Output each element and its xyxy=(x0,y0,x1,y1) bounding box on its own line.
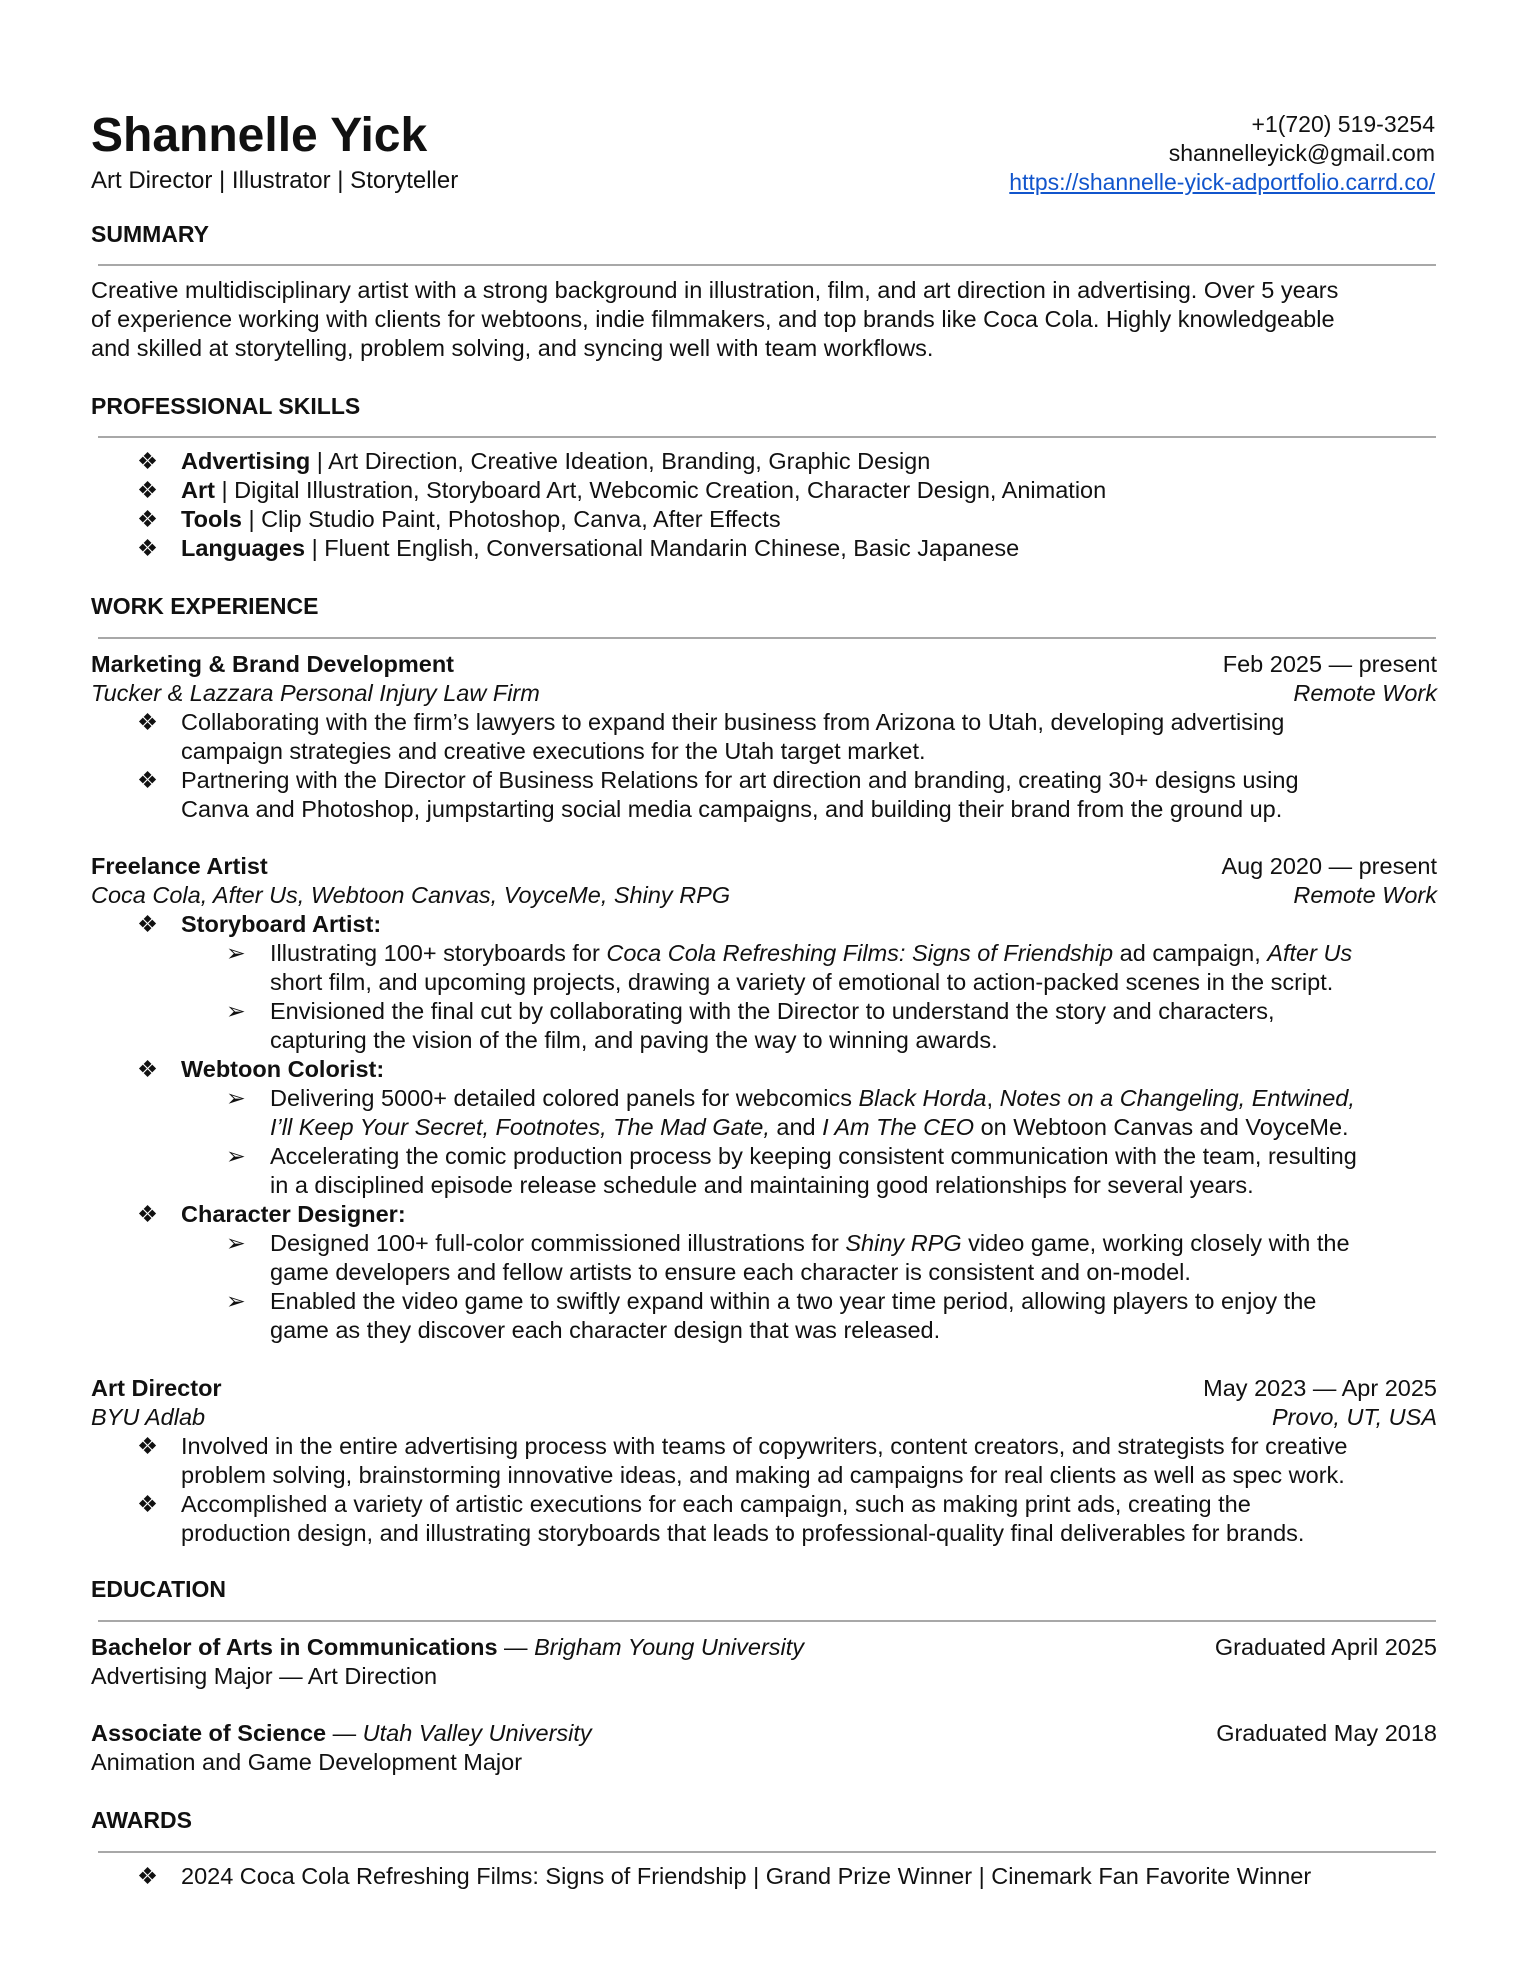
diamond-bullet-icon: ❖ xyxy=(137,767,159,793)
education-divider xyxy=(98,1620,1436,1622)
bullet-line: short film, and upcoming projects, drawing a variety of emotional to action-packed scenes in the script. xyxy=(270,969,1334,995)
job-title-row xyxy=(91,650,1437,679)
award-text: 2024 Coca Cola Refreshing Films: Signs of Friendship | Grand Prize Winner | Cinemark Fan Favorite Winner xyxy=(181,1863,1312,1889)
skill-text: | Art Direction, Creative Ideation, Branding, Graphic Design xyxy=(310,448,931,474)
job-title: Marketing & Brand Development xyxy=(91,651,455,677)
job-title: Freelance Artist xyxy=(91,853,268,879)
diamond-bullet-icon: ❖ xyxy=(137,448,159,474)
text-run: video game, working closely with the xyxy=(961,1230,1350,1256)
job-location: Provo, UT, USA xyxy=(1272,1404,1437,1430)
text-run: Shiny RPG xyxy=(845,1230,962,1256)
role-heading xyxy=(137,1055,1447,1084)
bullet-line: in a disciplined episode release schedule and maintaining good relationships for several years. xyxy=(270,1172,1254,1198)
job-bullet xyxy=(137,1432,1447,1490)
arrow-bullet-icon: ➢ xyxy=(226,1230,246,1256)
job-company: Coca Cola, After Us, Webtoon Canvas, VoyceMe, Shiny RPG xyxy=(91,882,731,908)
job-bullet xyxy=(137,708,1447,766)
skill-label: Languages xyxy=(181,535,306,561)
separator: — xyxy=(497,1634,535,1660)
candidate-tagline: Art Director | Illustrator | Storyteller xyxy=(91,167,459,194)
role-label: Webtoon Colorist: xyxy=(181,1056,385,1082)
job-company: Tucker & Lazzara Personal Injury Law Firm xyxy=(91,680,540,706)
skill-text: | Digital Illustration, Storyboard Art, Webcomic Creation, Character Design, Animation xyxy=(214,477,1107,503)
text-run: I Am The CEO xyxy=(822,1114,975,1140)
job-location: Remote Work xyxy=(1293,680,1437,706)
degree-detail: Animation and Game Development Major xyxy=(91,1749,523,1775)
bullet-line: game as they discover each character design that was released. xyxy=(270,1317,941,1343)
diamond-bullet-icon: ❖ xyxy=(137,535,159,561)
text-run: Coca Cola Refreshing Films: Signs of Friendship xyxy=(606,940,1114,966)
skills-heading: PROFESSIONAL SKILLS xyxy=(91,393,361,419)
skill-label: Advertising xyxy=(181,448,311,474)
summary-line: and skilled at storytelling, problem solving, and syncing well with team workflows. xyxy=(91,335,934,361)
education-heading: EDUCATION xyxy=(91,1576,227,1602)
diamond-bullet-icon: ❖ xyxy=(137,477,159,503)
text-run: Designed 100+ full-color commissioned illustrations for xyxy=(270,1230,846,1256)
bullet-line: Envisioned the final cut by collaborating with the Director to understand the story and characters, xyxy=(270,998,1275,1024)
job-title-row xyxy=(91,852,1437,881)
degree-row xyxy=(91,1633,1437,1662)
degree-detail-row xyxy=(91,1662,1437,1691)
school-name: Brigham Young University xyxy=(534,1634,805,1660)
sub-bullet xyxy=(226,1084,1446,1142)
bullet-line: Accelerating the comic production process by keeping consistent communication with the team, resulting xyxy=(270,1143,1357,1169)
skill-text: | Clip Studio Paint, Photoshop, Canva, After Effects xyxy=(241,506,781,532)
job-company: BYU Adlab xyxy=(91,1404,206,1430)
bullet-line: Canva and Photoshop, jumpstarting social media campaigns, and building their brand from the ground up. xyxy=(181,796,1283,822)
arrow-bullet-icon: ➢ xyxy=(226,998,246,1024)
text-run: Delivering 5000+ detailed colored panels for webcomics xyxy=(270,1085,859,1111)
diamond-bullet-icon: ❖ xyxy=(137,709,159,735)
summary-line: Creative multidisciplinary artist with a strong background in illustration, film, and art direction in advertising. Over 5 years xyxy=(91,277,1339,303)
text-run: Notes on a Changeling, Entwined, xyxy=(999,1085,1355,1111)
bullet-line: Accomplished a variety of artistic executions for each campaign, such as making print ads, creating the xyxy=(181,1491,1251,1517)
degree-row xyxy=(91,1719,1437,1748)
skill-text: | Fluent English, Conversational Mandarin Chinese, Basic Japanese xyxy=(305,535,1020,561)
role-label: Storyboard Artist: xyxy=(181,911,382,937)
contact-block xyxy=(1009,110,1435,197)
degree-detail-row xyxy=(91,1748,1437,1777)
text-run: , xyxy=(986,1085,1000,1111)
role-heading xyxy=(137,1200,1447,1229)
text-run: Black Horda xyxy=(858,1085,987,1111)
bullet-line: game developers and fellow artists to ensure each character is consistent and on-model. xyxy=(270,1259,1191,1285)
job-company-row xyxy=(91,1403,1437,1432)
bullet-line: problem solving, brainstorming innovative ideas, and making ad campaigns for real clients as well as spec work. xyxy=(181,1462,1345,1488)
degree-title: Bachelor of Arts in Communications xyxy=(91,1634,498,1660)
graduation-date: Graduated May 2018 xyxy=(1216,1720,1437,1746)
work-divider xyxy=(98,637,1436,639)
sub-bullet xyxy=(226,939,1446,997)
bullet-line: Involved in the entire advertising process with teams of copywriters, content creators, and strategists for creative xyxy=(181,1433,1348,1459)
job-dates: Aug 2020 — present xyxy=(1221,853,1437,879)
portfolio-link[interactable]: https://shannelle-yick-adportfolio.carrd.co/ xyxy=(1009,169,1435,195)
diamond-bullet-icon: ❖ xyxy=(137,506,159,532)
summary-divider xyxy=(98,264,1436,266)
arrow-bullet-icon: ➢ xyxy=(226,1143,246,1169)
separator: — xyxy=(326,1720,363,1746)
bullet-line: campaign strategies and creative executions for the Utah target market. xyxy=(181,738,926,764)
phone-number: +1(720) 519-3254 xyxy=(1251,111,1435,137)
skill-item xyxy=(137,447,1447,476)
diamond-bullet-icon: ❖ xyxy=(137,1433,159,1459)
skills-divider xyxy=(98,436,1436,438)
award-item xyxy=(137,1862,1447,1891)
job-dates: Feb 2025 — present xyxy=(1222,651,1437,677)
graduation-date: Graduated April 2025 xyxy=(1214,1634,1437,1660)
job-title-row xyxy=(91,1374,1437,1403)
candidate-name: Shannelle Yick xyxy=(91,109,428,162)
job-title: Art Director xyxy=(91,1375,222,1401)
degree-title: Associate of Science xyxy=(91,1720,327,1746)
text-run: I’ll Keep Your Secret, Footnotes, The Mad Gate, xyxy=(270,1114,770,1140)
summary-heading: SUMMARY xyxy=(91,221,209,247)
sub-bullet xyxy=(226,1229,1446,1287)
job-dates: May 2023 — Apr 2025 xyxy=(1203,1375,1437,1401)
bullet-line: capturing the vision of the film, and paving the way to winning awards. xyxy=(270,1027,998,1053)
text-run: Illustrating 100+ storyboards for xyxy=(270,940,607,966)
role-label: Character Designer: xyxy=(181,1201,406,1227)
awards-heading: AWARDS xyxy=(91,1807,192,1833)
job-company-row xyxy=(91,881,1437,910)
sub-bullet xyxy=(226,1287,1446,1345)
arrow-bullet-icon: ➢ xyxy=(226,940,246,966)
sub-bullet xyxy=(226,1142,1446,1200)
job-location: Remote Work xyxy=(1293,882,1437,908)
skill-label: Tools xyxy=(181,506,242,532)
text-run: on Webtoon Canvas and VoyceMe. xyxy=(974,1114,1349,1140)
skill-item xyxy=(137,476,1447,505)
diamond-bullet-icon: ❖ xyxy=(137,1056,159,1082)
diamond-bullet-icon: ❖ xyxy=(137,1491,159,1517)
role-heading xyxy=(137,910,1447,939)
arrow-bullet-icon: ➢ xyxy=(226,1288,246,1314)
summary-line: of experience working with clients for webtoons, indie filmmakers, and top brands like Coca Cola. Highly knowledgeable xyxy=(91,306,1335,332)
bullet-line: Collaborating with the firm’s lawyers to expand their business from Arizona to Utah, developing advertising xyxy=(181,709,1285,735)
skill-item xyxy=(137,534,1447,563)
job-bullet xyxy=(137,1490,1447,1548)
bullet-line: Partnering with the Director of Business Relations for art direction and branding, creating 30+ designs using xyxy=(181,767,1299,793)
sub-bullet xyxy=(226,997,1446,1055)
diamond-bullet-icon: ❖ xyxy=(137,1201,159,1227)
work-heading: WORK EXPERIENCE xyxy=(91,593,319,619)
awards-divider xyxy=(98,1851,1436,1853)
skill-label: Art xyxy=(181,477,215,503)
skill-item xyxy=(137,505,1447,534)
text-run: ad campaign, xyxy=(1113,940,1268,966)
job-company-row xyxy=(91,679,1437,708)
diamond-bullet-icon: ❖ xyxy=(137,1863,159,1889)
text-run: After Us xyxy=(1267,940,1353,966)
job-bullet xyxy=(137,766,1447,824)
text-run: and xyxy=(769,1114,823,1140)
bullet-line: production design, and illustrating storyboards that leads to professional-quality final deliverables for brands. xyxy=(181,1520,1305,1546)
diamond-bullet-icon: ❖ xyxy=(137,911,159,937)
arrow-bullet-icon: ➢ xyxy=(226,1085,246,1111)
degree-detail: Advertising Major — Art Direction xyxy=(91,1663,438,1689)
summary-text xyxy=(91,276,1441,363)
school-name: Utah Valley University xyxy=(362,1720,592,1746)
bullet-line: Enabled the video game to swiftly expand within a two year time period, allowing players to enjoy the xyxy=(270,1288,1317,1314)
email-address: shannelleyick@gmail.com xyxy=(1168,140,1435,166)
